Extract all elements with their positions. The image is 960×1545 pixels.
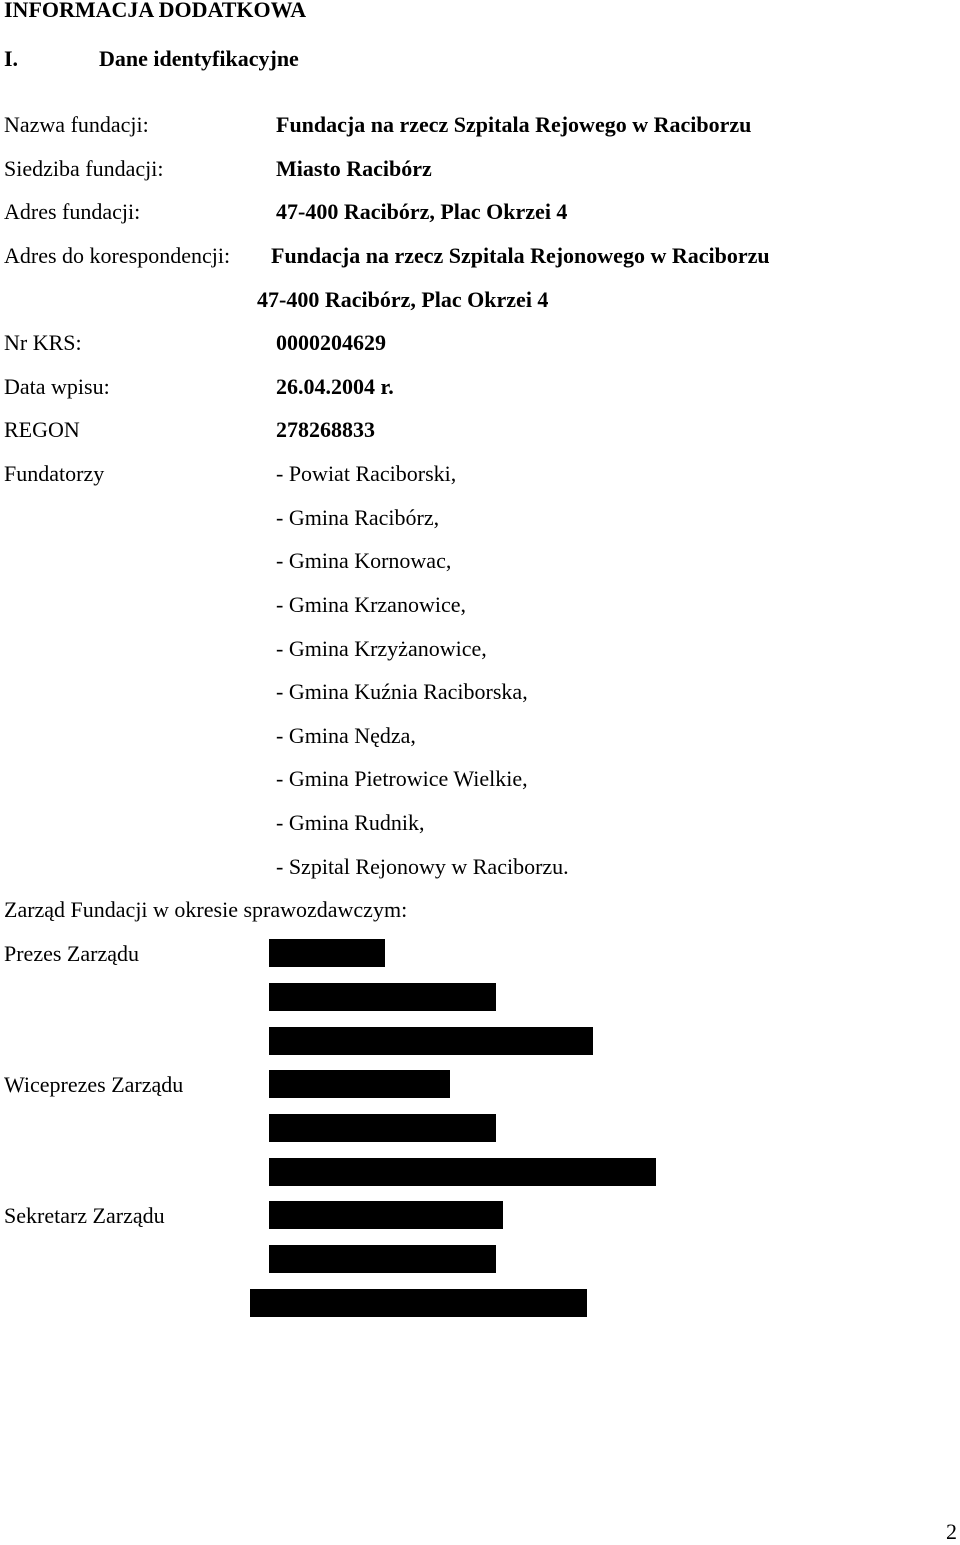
regon-label: REGON [4, 417, 80, 442]
redaction-bar [269, 983, 496, 1011]
founder-item: - Gmina Nędza, [276, 723, 416, 748]
document-title: INFORMACJA DODATKOWA [4, 0, 307, 22]
redaction-bar [269, 1158, 656, 1186]
correspondence-address-line1: Fundacja na rzecz Szpitala Rejonowego w Raciborzu [271, 243, 770, 268]
redaction-bar [250, 1289, 587, 1317]
founders-label: Fundatorzy [4, 461, 105, 486]
redaction-bar [269, 1070, 450, 1098]
founder-item: - Gmina Rudnik, [276, 810, 425, 835]
secretary-label: Sekretarz Zarządu [4, 1203, 165, 1228]
founder-item: - Gmina Racibórz, [276, 505, 440, 530]
foundation-address-label: Adres fundacji: [4, 199, 141, 224]
entry-date-value: 26.04.2004 r. [276, 374, 394, 399]
correspondence-address-label: Adres do korespondencji: [4, 243, 231, 268]
president-label: Prezes Zarządu [4, 941, 139, 966]
foundation-name-label: Nazwa fundacji: [4, 112, 149, 137]
redaction-bar [269, 1027, 593, 1055]
page-number: 2 [946, 1519, 957, 1544]
correspondence-address-line2: 47-400 Racibórz, Plac Okrzei 4 [257, 287, 549, 312]
founder-item: - Powiat Raciborski, [276, 461, 457, 486]
krs-value: 0000204629 [276, 330, 386, 355]
redaction-bar [269, 1114, 496, 1142]
founder-item: - Gmina Krzanowice, [276, 592, 466, 617]
entry-date-label: Data wpisu: [4, 374, 110, 399]
redaction-bar [269, 939, 385, 967]
section-number: I. [4, 46, 19, 71]
krs-label: Nr KRS: [4, 330, 82, 355]
foundation-name-value: Fundacja na rzecz Szpitala Rejowego w Raciborzu [276, 112, 752, 137]
vice-president-label: Wiceprezes Zarządu [4, 1072, 184, 1097]
redaction-bar [269, 1245, 496, 1273]
foundation-address-value: 47-400 Racibórz, Plac Okrzei 4 [276, 199, 568, 224]
founder-item: - Gmina Kuźnia Raciborska, [276, 679, 528, 704]
founder-item: - Gmina Pietrowice Wielkie, [276, 766, 528, 791]
section-title: Dane identyfikacyjne [99, 46, 299, 71]
regon-value: 278268833 [276, 417, 375, 442]
foundation-seat-label: Siedziba fundacji: [4, 156, 164, 181]
founder-item: - Szpital Rejonowy w Raciborzu. [276, 854, 569, 879]
founder-item: - Gmina Kornowac, [276, 548, 452, 573]
redaction-bar [269, 1201, 503, 1229]
board-heading: Zarząd Fundacji w okresie sprawozdawczym: [4, 897, 408, 922]
founder-item: - Gmina Krzyżanowice, [276, 636, 487, 661]
foundation-seat-value: Miasto Racibórz [276, 156, 432, 181]
